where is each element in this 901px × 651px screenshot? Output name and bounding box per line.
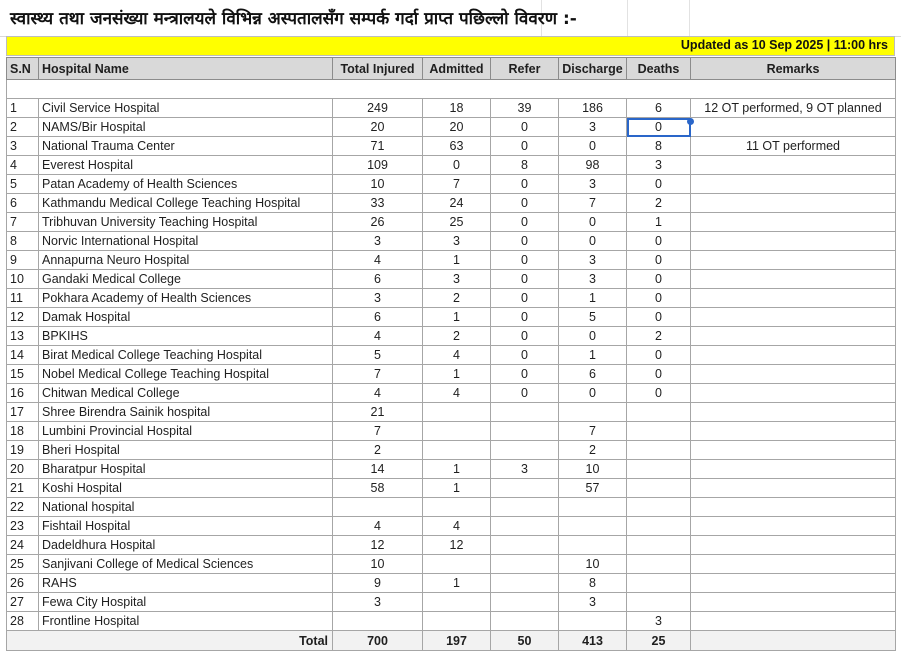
cell-hospital-name[interactable]: Gandaki Medical College [39,270,333,289]
cell-hospital-name[interactable]: Sanjivani College of Medical Sciences [39,555,333,574]
cell-refer[interactable] [491,574,559,593]
cell-refer[interactable]: 3 [491,460,559,479]
cell-discharge[interactable]: 7 [559,422,627,441]
table-row [7,99,896,118]
cell-remarks[interactable] [691,289,896,308]
cell-admitted[interactable]: 24 [423,194,491,213]
cell-refer[interactable] [491,555,559,574]
total-injured[interactable]: 700 [333,631,423,651]
cell-refer[interactable] [491,479,559,498]
cell-refer[interactable] [491,593,559,612]
table-row [7,555,896,574]
cell-hospital-name[interactable]: Damak Hospital [39,308,333,327]
cell-admitted[interactable]: 4 [423,346,491,365]
cell-sn[interactable]: 19 [7,441,39,460]
cell-refer[interactable]: 8 [491,156,559,175]
cell-refer[interactable]: 0 [491,137,559,156]
cell-hospital-name[interactable]: Tribhuvan University Teaching Hospital [39,213,333,232]
cell-hospital-name[interactable]: Civil Service Hospital [39,99,333,118]
cell-hospital-name[interactable]: Fewa City Hospital [39,593,333,612]
cell-discharge[interactable]: 3 [559,270,627,289]
total-refer[interactable]: 50 [491,631,559,651]
gridline [627,0,628,36]
cell-hospital-name[interactable]: Patan Academy of Health Sciences [39,175,333,194]
cell-discharge[interactable]: 98 [559,156,627,175]
cell-admitted[interactable] [423,422,491,441]
cell-admitted[interactable]: 0 [423,156,491,175]
cell-admitted[interactable]: 63 [423,137,491,156]
cell-hospital-name[interactable]: Pokhara Academy of Health Sciences [39,289,333,308]
cell-sn[interactable]: 16 [7,384,39,403]
cell-deaths[interactable] [627,498,691,517]
cell-discharge[interactable]: 186 [559,99,627,118]
cell-hospital-name[interactable]: Birat Medical College Teaching Hospital [39,346,333,365]
cell-admitted[interactable] [423,403,491,422]
cell-discharge[interactable]: 1 [559,346,627,365]
cell-hospital-name[interactable]: Fishtail Hospital [39,517,333,536]
cell-sn[interactable]: 8 [7,232,39,251]
table-row [7,118,896,137]
cell-hospital-name[interactable]: Frontline Hospital [39,612,333,631]
cell-admitted[interactable]: 4 [423,384,491,403]
cell-sn[interactable]: 2 [7,118,39,137]
cell-discharge[interactable] [559,517,627,536]
table-row [7,460,896,479]
cell-hospital-name[interactable]: Everest Hospital [39,156,333,175]
cell-remarks[interactable] [691,593,896,612]
cell-refer[interactable] [491,536,559,555]
cell-total-injured[interactable]: 71 [333,137,423,156]
table-row [7,536,896,555]
cell-hospital-name[interactable]: Annapurna Neuro Hospital [39,251,333,270]
cell-total-injured[interactable]: 7 [333,422,423,441]
cell-deaths[interactable]: 0 [627,118,691,137]
cell-remarks[interactable] [691,251,896,270]
cell-sn[interactable]: 11 [7,289,39,308]
cell-admitted[interactable]: 7 [423,175,491,194]
cell-total-injured[interactable] [333,498,423,517]
cell-deaths[interactable]: 3 [627,156,691,175]
cell-sn[interactable]: 10 [7,270,39,289]
table-row [7,213,896,232]
cell-sn[interactable]: 25 [7,555,39,574]
cell-total-injured[interactable]: 5 [333,346,423,365]
cell-deaths[interactable]: 3 [627,612,691,631]
hospital-table [6,57,896,651]
cell-deaths[interactable]: 2 [627,194,691,213]
cell-discharge[interactable]: 3 [559,118,627,137]
cell-admitted[interactable]: 2 [423,289,491,308]
cell-discharge[interactable]: 3 [559,593,627,612]
table-row [7,441,896,460]
cell-deaths[interactable] [627,403,691,422]
cell-total-injured[interactable]: 4 [333,251,423,270]
cell-refer[interactable]: 0 [491,232,559,251]
cell-deaths[interactable] [627,555,691,574]
cell-sn[interactable]: 6 [7,194,39,213]
col-header-discharge[interactable]: Discharge [559,58,627,80]
cell-deaths[interactable] [627,536,691,555]
cell-refer[interactable] [491,441,559,460]
cell-remarks[interactable] [691,156,896,175]
cell-deaths[interactable]: 1 [627,213,691,232]
cell-deaths[interactable]: 2 [627,327,691,346]
updated-timestamp: Updated as 10 Sep 2025 | 11:00 hrs [680,38,888,52]
cell-hospital-name[interactable]: Lumbini Provincial Hospital [39,422,333,441]
cell-remarks[interactable] [691,517,896,536]
col-header-remarks[interactable]: Remarks [691,58,896,80]
table-row [7,346,896,365]
cell-discharge[interactable]: 0 [559,232,627,251]
cell-hospital-name[interactable]: NAMS/Bir Hospital [39,118,333,137]
cell-deaths[interactable]: 0 [627,270,691,289]
cell-refer[interactable]: 0 [491,251,559,270]
cell-deaths[interactable]: 6 [627,99,691,118]
cell-sn[interactable]: 4 [7,156,39,175]
cell-discharge[interactable]: 10 [559,555,627,574]
cell-remarks[interactable]: 12 OT performed, 9 OT planned [691,99,896,118]
table-row [7,479,896,498]
cell-sn[interactable]: 21 [7,479,39,498]
cell-remarks[interactable] [691,194,896,213]
cell-remarks[interactable] [691,574,896,593]
cell-remarks[interactable] [691,384,896,403]
cell-hospital-name[interactable]: Kathmandu Medical College Teaching Hospital [39,194,333,213]
cell-remarks[interactable] [691,308,896,327]
cell-admitted[interactable]: 1 [423,479,491,498]
cell-deaths[interactable]: 0 [627,175,691,194]
cell-total-injured[interactable]: 21 [333,403,423,422]
table-row [7,384,896,403]
cell-discharge[interactable] [559,536,627,555]
cell-sn[interactable]: 26 [7,574,39,593]
col-header-deaths[interactable]: Deaths [627,58,691,80]
cell-sn[interactable]: 9 [7,251,39,270]
cell-total-injured[interactable] [333,612,423,631]
table-row [7,308,896,327]
col-header-sn[interactable]: S.N [7,58,39,80]
cell-admitted[interactable]: 3 [423,270,491,289]
cell-discharge[interactable]: 5 [559,308,627,327]
cell-discharge[interactable]: 3 [559,251,627,270]
total-remarks[interactable] [691,631,896,651]
cell-hospital-name[interactable]: Nobel Medical College Teaching Hospital [39,365,333,384]
cell-sn[interactable]: 15 [7,365,39,384]
table-row [7,289,896,308]
cell-refer[interactable]: 0 [491,118,559,137]
cell-remarks[interactable] [691,232,896,251]
total-row [7,631,896,651]
cell-total-injured[interactable]: 9 [333,574,423,593]
cell-remarks[interactable] [691,498,896,517]
cell-hospital-name[interactable]: National Trauma Center [39,137,333,156]
sheet-title: स्वास्थ्य तथा जनसंख्या मन्त्रालयले विभिन्न अस्पतालसँग सम्पर्क गर्दा प्राप्त पछिल्लो विवरण :- [10,9,577,29]
cell-hospital-name[interactable]: RAHS [39,574,333,593]
cell-deaths[interactable]: 8 [627,137,691,156]
total-discharge[interactable]: 413 [559,631,627,651]
cell-hospital-name[interactable]: National hospital [39,498,333,517]
cell-sn[interactable]: 1 [7,99,39,118]
cell-refer[interactable]: 0 [491,346,559,365]
cell-total-injured[interactable]: 33 [333,194,423,213]
cell-deaths[interactable]: 0 [627,365,691,384]
cell-discharge[interactable]: 0 [559,213,627,232]
cell-remarks[interactable] [691,213,896,232]
cell-remarks[interactable] [691,479,896,498]
cell-refer[interactable]: 0 [491,384,559,403]
cell-admitted[interactable]: 12 [423,536,491,555]
cell-deaths[interactable]: 0 [627,308,691,327]
cell-discharge[interactable]: 0 [559,384,627,403]
table-row [7,574,896,593]
cell-refer[interactable]: 39 [491,99,559,118]
col-header-admitted[interactable]: Admitted [423,58,491,80]
cell-deaths[interactable]: 0 [627,346,691,365]
cell-discharge[interactable]: 0 [559,137,627,156]
cell-remarks[interactable] [691,460,896,479]
cell-admitted[interactable]: 1 [423,365,491,384]
cell-admitted[interactable] [423,555,491,574]
cell-remarks[interactable] [691,536,896,555]
gridline [689,0,690,36]
cell-admitted[interactable] [423,441,491,460]
cell-remarks[interactable] [691,403,896,422]
cell-admitted[interactable] [423,612,491,631]
cell-total-injured[interactable]: 20 [333,118,423,137]
cell-total-injured[interactable]: 14 [333,460,423,479]
cell-deaths[interactable]: 0 [627,251,691,270]
cell-discharge[interactable]: 6 [559,365,627,384]
cell-admitted[interactable]: 1 [423,308,491,327]
total-admitted[interactable]: 197 [423,631,491,651]
table-row [7,422,896,441]
cell-total-injured[interactable]: 249 [333,99,423,118]
table-row [7,270,896,289]
cell-discharge[interactable]: 2 [559,441,627,460]
cell-admitted[interactable]: 2 [423,327,491,346]
cell-discharge[interactable] [559,403,627,422]
cell-refer[interactable]: 0 [491,213,559,232]
table-row [7,612,896,631]
cell-total-injured[interactable]: 7 [333,365,423,384]
header-row [7,58,896,80]
cell-deaths[interactable] [627,593,691,612]
cell-deaths[interactable] [627,422,691,441]
table-row [7,251,896,270]
cell-sn[interactable]: 24 [7,536,39,555]
cell-total-injured[interactable]: 10 [333,175,423,194]
cell-remarks[interactable] [691,175,896,194]
table-row [7,156,896,175]
cell-deaths[interactable]: 0 [627,232,691,251]
cell-refer[interactable] [491,422,559,441]
cell-hospital-name[interactable]: BPKIHS [39,327,333,346]
cell-discharge[interactable]: 8 [559,574,627,593]
cell-total-injured[interactable]: 26 [333,213,423,232]
cell-remarks[interactable]: 11 OT performed [691,137,896,156]
cell-remarks[interactable] [691,555,896,574]
cell-admitted[interactable]: 4 [423,517,491,536]
cell-total-injured[interactable]: 109 [333,156,423,175]
cell-total-injured[interactable]: 10 [333,555,423,574]
cell-sn[interactable]: 27 [7,593,39,612]
col-header-total-injured[interactable]: Total Injured [333,58,423,80]
cell-remarks[interactable] [691,422,896,441]
cell-hospital-name[interactable]: Bharatpur Hospital [39,460,333,479]
cell-refer[interactable]: 0 [491,365,559,384]
cell-refer[interactable]: 0 [491,175,559,194]
cell-total-injured[interactable]: 4 [333,384,423,403]
cell-admitted[interactable]: 20 [423,118,491,137]
cell-remarks[interactable] [691,441,896,460]
cell-refer[interactable]: 0 [491,327,559,346]
cell-remarks[interactable] [691,612,896,631]
cell-remarks[interactable] [691,346,896,365]
cell-total-injured[interactable]: 3 [333,232,423,251]
cell-sn[interactable]: 7 [7,213,39,232]
cell-total-injured[interactable]: 58 [333,479,423,498]
table-row [7,517,896,536]
cell-total-injured[interactable]: 6 [333,270,423,289]
cell-admitted[interactable] [423,593,491,612]
cell-deaths[interactable] [627,460,691,479]
cell-discharge[interactable]: 7 [559,194,627,213]
cell-refer[interactable]: 0 [491,194,559,213]
cell-refer[interactable] [491,403,559,422]
cell-sn[interactable]: 14 [7,346,39,365]
cell-remarks[interactable] [691,270,896,289]
cell-sn[interactable]: 13 [7,327,39,346]
cell-remarks[interactable] [691,365,896,384]
table-row [7,365,896,384]
cell-hospital-name[interactable]: Bheri Hospital [39,441,333,460]
cell-sn[interactable]: 3 [7,137,39,156]
cell-refer[interactable] [491,612,559,631]
cell-sn[interactable]: 17 [7,403,39,422]
table-row [7,498,896,517]
cell-refer[interactable] [491,498,559,517]
cell-admitted[interactable] [423,498,491,517]
cell-hospital-name[interactable]: Shree Birendra Sainik hospital [39,403,333,422]
total-deaths[interactable]: 25 [627,631,691,651]
cell-sn[interactable]: 18 [7,422,39,441]
cell-sn[interactable]: 28 [7,612,39,631]
cell-remarks[interactable] [691,327,896,346]
cell-hospital-name[interactable]: Norvic International Hospital [39,232,333,251]
cell-deaths[interactable] [627,517,691,536]
table-row [7,593,896,612]
cell-admitted[interactable]: 1 [423,574,491,593]
cell-sn[interactable]: 22 [7,498,39,517]
cell-sn[interactable]: 20 [7,460,39,479]
cell-admitted[interactable]: 18 [423,99,491,118]
table-row [7,137,896,156]
cell-refer[interactable]: 0 [491,308,559,327]
cell-hospital-name[interactable]: Koshi Hospital [39,479,333,498]
cell-total-injured[interactable]: 4 [333,517,423,536]
cell-deaths[interactable] [627,574,691,593]
col-header-hospital[interactable]: Hospital Name [39,58,333,80]
cell-discharge[interactable] [559,612,627,631]
title-row[interactable] [0,0,901,37]
cell-remarks[interactable] [691,118,896,137]
cell-discharge[interactable]: 1 [559,289,627,308]
table-row [7,175,896,194]
spacer-row [7,80,896,99]
cell-refer[interactable] [491,517,559,536]
cell-refer[interactable]: 0 [491,270,559,289]
cell-admitted[interactable]: 1 [423,251,491,270]
col-header-refer[interactable]: Refer [491,58,559,80]
cell-sn[interactable]: 12 [7,308,39,327]
cell-admitted[interactable]: 3 [423,232,491,251]
cell-hospital-name[interactable]: Dadeldhura Hospital [39,536,333,555]
cell-total-injured[interactable]: 12 [333,536,423,555]
cell-admitted[interactable]: 1 [423,460,491,479]
cell-deaths[interactable] [627,441,691,460]
table-row [7,232,896,251]
table-row [7,194,896,213]
cell-deaths[interactable] [627,479,691,498]
total-label[interactable]: Total [7,631,333,651]
cell-total-injured[interactable]: 3 [333,593,423,612]
cell-discharge[interactable]: 3 [559,175,627,194]
cell-total-injured[interactable]: 4 [333,327,423,346]
cell-deaths[interactable]: 0 [627,384,691,403]
updated-row[interactable] [6,36,895,56]
cell-sn[interactable]: 23 [7,517,39,536]
cell-discharge[interactable]: 0 [559,327,627,346]
table-row [7,403,896,422]
cell-deaths[interactable]: 0 [627,289,691,308]
cell-discharge[interactable] [559,498,627,517]
cell-discharge[interactable]: 10 [559,460,627,479]
cell-refer[interactable]: 0 [491,289,559,308]
cell-admitted[interactable]: 25 [423,213,491,232]
cell-total-injured[interactable]: 2 [333,441,423,460]
fill-handle[interactable] [687,118,694,125]
cell-discharge[interactable]: 57 [559,479,627,498]
cell-total-injured[interactable]: 3 [333,289,423,308]
cell-hospital-name[interactable]: Chitwan Medical College [39,384,333,403]
cell-sn[interactable]: 5 [7,175,39,194]
cell-total-injured[interactable]: 6 [333,308,423,327]
table-row [7,327,896,346]
